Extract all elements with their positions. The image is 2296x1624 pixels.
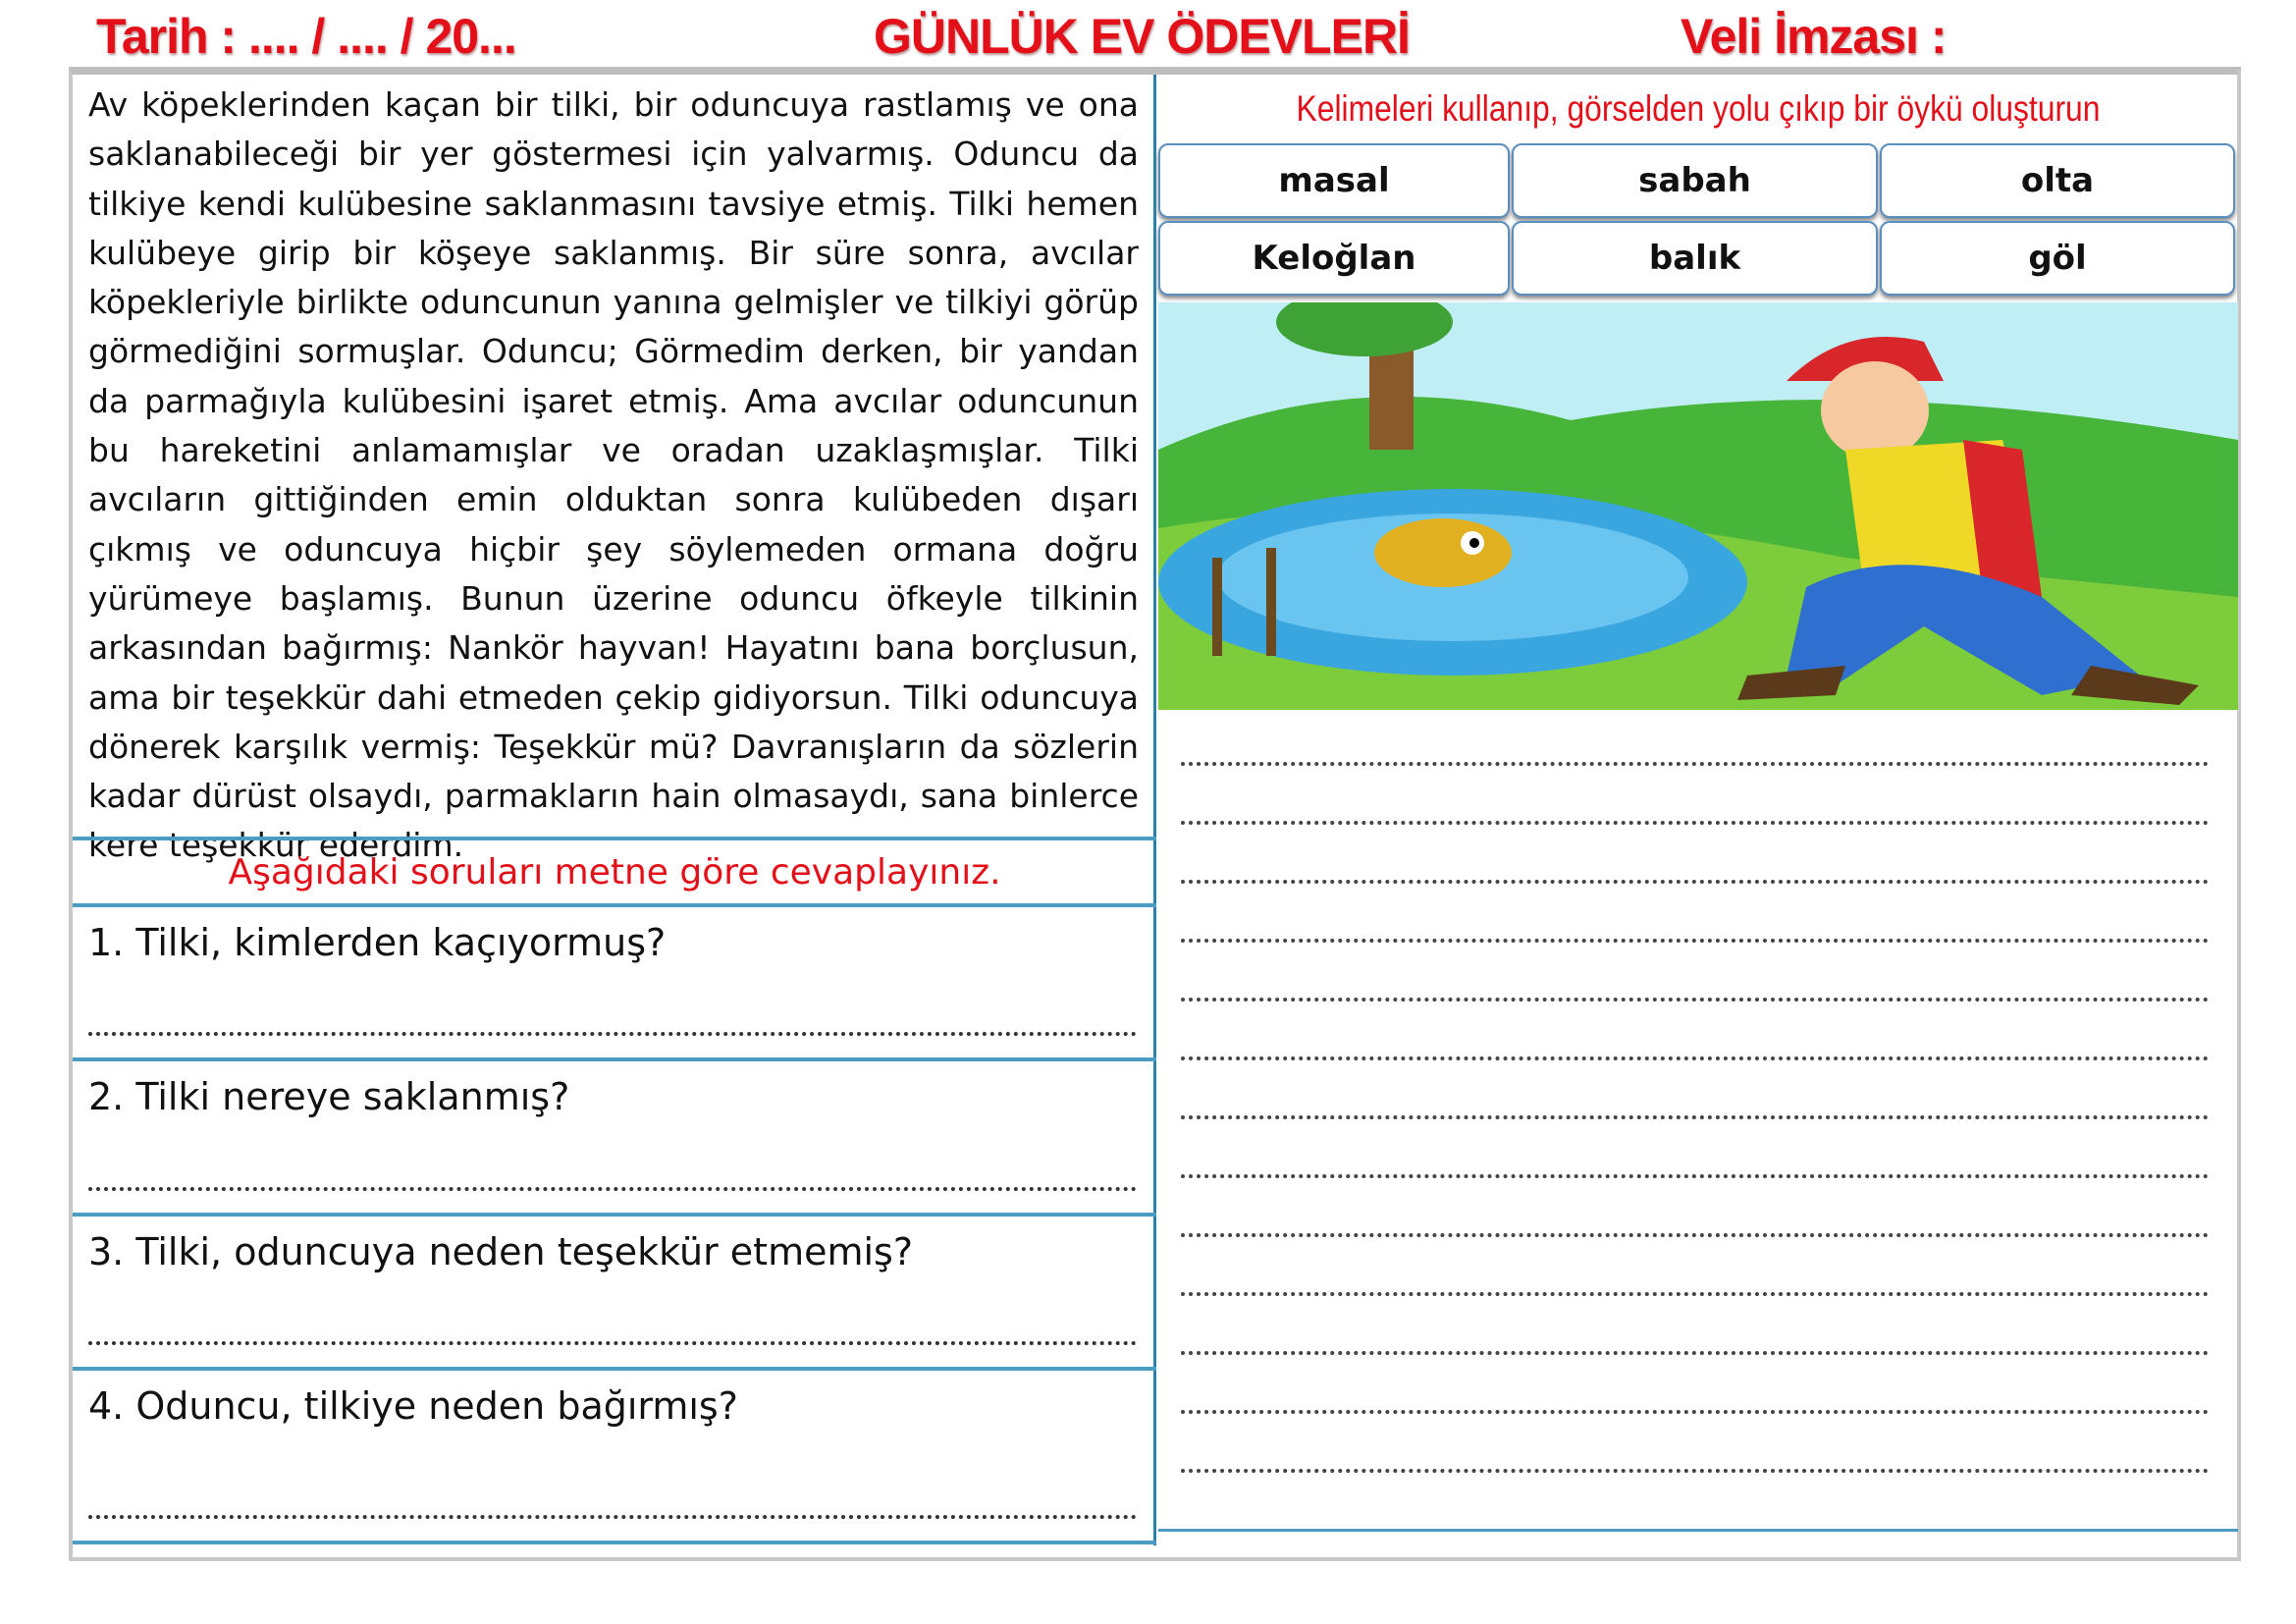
writing-line[interactable]: [1181, 998, 2209, 1001]
question-2: [73, 1061, 1156, 1217]
question-1: [73, 907, 1156, 1061]
page-title: GÜNLÜK EV ÖDEVLERİ: [874, 9, 1410, 64]
story-writing-section: [1158, 75, 2238, 1532]
question-text: 1. Tilki, kimlerden kaçıyormuş?: [88, 921, 667, 964]
question-3: [73, 1217, 1156, 1371]
writing-line[interactable]: [1181, 821, 2209, 825]
writing-line[interactable]: [1181, 1233, 2209, 1237]
writing-line[interactable]: [1181, 1292, 2209, 1296]
boy-and-fish-illustration: [1158, 302, 2238, 710]
parent-signature-label: Veli İmzası :: [1681, 9, 1947, 64]
writing-line[interactable]: [1181, 1410, 2209, 1414]
word-card: Keloğlan: [1158, 221, 1510, 296]
answer-line[interactable]: [88, 1032, 1137, 1036]
writing-line[interactable]: [1181, 939, 2209, 943]
question-text: 2. Tilki nereye saklanmış?: [88, 1075, 570, 1118]
reading-section: [73, 75, 1156, 1545]
story-text: Av köpeklerinden kaçan bir tilki, bir oduncuya rastlamış ve ona saklanabileceği bir yer göstermesi için yalvarmış. Oduncu da tilkiye kendi kulübesine saklanmasını tavsiye etmiş. Tilki hemen kulübeye girip bir köşeye saklanmış. Bir süre sonra, avcılar köpekleriyle birlikte oduncunun yanına gelmişler ve tilkiyi görüp görmediğini sormuşlar. Oduncu; Görmedim derken, bir yandan da parmağıyla kulübesini işaret etmiş. Ama avcılar oduncunun bu hareketini anlamamışlar ve oradan uzaklaşmışlar. Tilki avcıların gittiğinden emin olduktan sonra kulübeden dışarı çıkmış ve oduncuya hiçbir şey söylemeden ormana doğru yürümeye başlamış. Bunun üzerine oduncu öfkeyle tilkinin arkasından bağırmış: Nankör hayvan! Hayatını bana borçlusun, ama bir teşekkür dahi etmeden çekip gidiyorsun. Tilki oduncuya dönerek karşılık vermiş: Teşekkür mü? Davranışların da sözlerin kadar dürüst olsaydı, parmakların hain olmasaydı, sana binlerce kere teşekkür ederdim.: [88, 85, 1139, 865]
answer-line[interactable]: [88, 1515, 1137, 1519]
writing-line[interactable]: [1181, 1115, 2209, 1119]
question-4: [73, 1371, 1156, 1544]
writing-line[interactable]: [1181, 1174, 2209, 1178]
writing-line[interactable]: [1181, 1351, 2209, 1355]
writing-line[interactable]: [1181, 1056, 2209, 1060]
word-card: sabah: [1512, 143, 1878, 218]
questions-heading: Aşağıdaki soruları metne göre cevaplayınız.: [73, 837, 1156, 907]
question-text: 4. Oduncu, tilkiye neden bağırmış?: [88, 1384, 738, 1428]
date-field: Tarih : .... / .... / 20...: [96, 9, 516, 64]
writing-line[interactable]: [1181, 762, 2209, 766]
answer-line[interactable]: [88, 1341, 1137, 1345]
word-card: göl: [1880, 221, 2235, 296]
answer-line[interactable]: [88, 1187, 1137, 1191]
writing-line[interactable]: [1181, 880, 2209, 884]
word-card: masal: [1158, 143, 1510, 218]
writing-line[interactable]: [1181, 1469, 2209, 1473]
word-card: balık: [1512, 221, 1878, 296]
question-text: 3. Tilki, oduncuya neden teşekkür etmemiş?: [88, 1230, 914, 1273]
word-card: olta: [1880, 143, 2235, 218]
story-task-heading: Kelimeleri kullanıp, görselden yolu çıkıp bir öykü oluşturun: [1296, 88, 2101, 129]
